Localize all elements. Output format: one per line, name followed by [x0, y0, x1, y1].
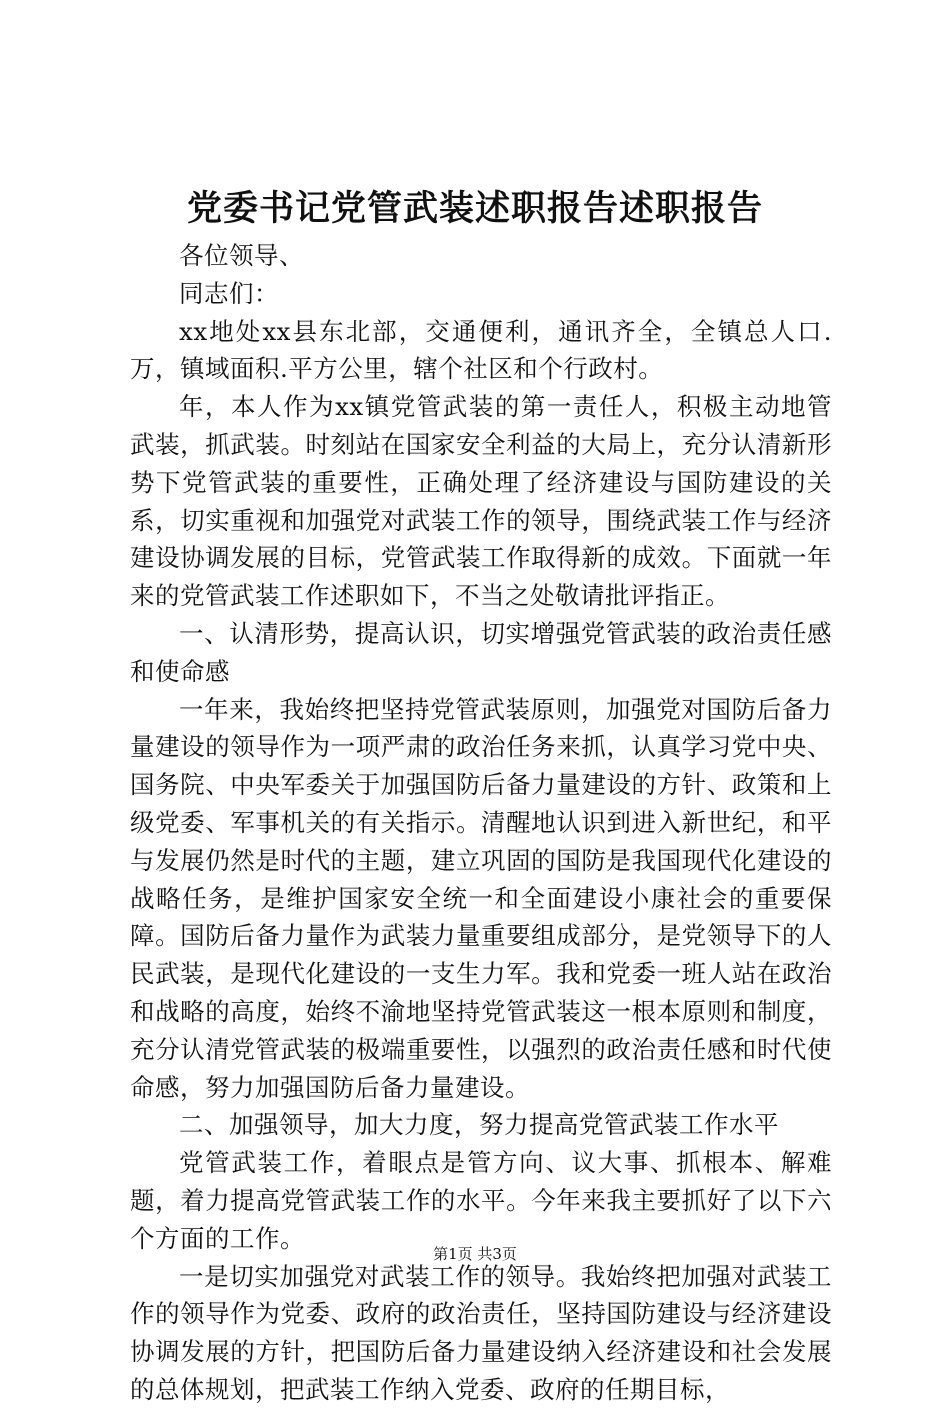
section-heading-2: 二、加强领导，加大力度，努力提高党管武装工作水平: [179, 1110, 779, 1140]
salutation-line-1: 各位领导、: [179, 241, 304, 270]
document-title: 党委书记党管武装述职报告述职报告: [186, 188, 763, 229]
document-body: [130, 237, 832, 1409]
salutation-line-2: 同志们：: [179, 278, 279, 308]
paragraph-section-1: 一年来，我始终把坚持党管武装原则，加强党对国防后备力量建设的领导作为一项严肃的政治任务来抓，认真学习党中央、国务院、中央军委关于加强国防后备力量建设的方针、政策和上级党委、军事机关的有关指示。清醒地认识到进入新世纪，和平与发展仍然是时代的主题，建立巩固的国防是我国现代化建设的战略任务，是维护国家安全统一和全面建设小康社会的重要保障。国防后备力量作为武装力量重要组成部分，是党领导下的人民武装，是现代化建设的一支生力军。我和党委一班人站在政治和战略的高度，始终不渝地坚持党管武装这一根本原则和制度，充分认清党管武装的极端重要性，以强烈的政治责任感和时代使命感，努力加强国防后备力量建设。: [130, 694, 832, 1102]
page-number-footer: 第1页 共3页: [433, 1245, 517, 1263]
paragraph-point-1: 一是切实加强党对武装工作的领导。我始终把加强对武装工作的领导作为党委、政府的政治责任，坚持国防建设与经济建设协调发展的方针，把国防后备力量建设纳入经济建设和社会发展的总体规划，把武装工作纳入党委、政府的任期目标，: [130, 1261, 832, 1404]
paragraph-intro: 年，本人作为xx镇党管武装的第一责任人，积极主动地管武装，抓武装。时刻站在国家安全利益的大局上，充分认清新形势下党管武装的重要性，正确处理了经济建设与国防建设的关系，切实重视和加强党对武装工作的领导，围绕武装工作与经济建设协调发展的目标，党管武装工作取得新的成效。下面就一年来的党管武装工作述职如下，不当之处敬请批评指正。: [130, 392, 832, 611]
section-heading-1: 一、认清形势，提高认识，切实增强党管武装的政治责任感和使命感: [130, 618, 832, 686]
paragraph-overview: xx地处xx县东北部，交通便利，通讯齐全，全镇总人口.万，镇域面积.平方公里，辖个社区和个行政村。: [130, 316, 832, 384]
paragraph-section-2: 党管武装工作，着眼点是管方向、议大事、抓根本、解难题，着力提高党管武装工作的水平。今年来我主要抓好了以下六个方面的工作。: [130, 1148, 832, 1253]
